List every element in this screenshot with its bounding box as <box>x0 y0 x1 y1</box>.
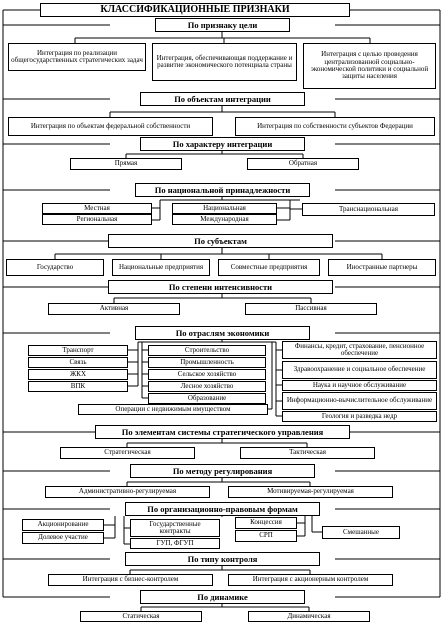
node-goal-strategic: Интеграция по реализации общегосударственных стратегических задач <box>8 43 146 71</box>
node-psa: СРП <box>235 530 297 542</box>
node-subject-property: Интеграция по собственности субъектов Федерации <box>235 117 435 136</box>
header-intensity: По степени интенсивности <box>108 280 333 294</box>
node-transnational: Транснациональная <box>302 203 435 216</box>
header-regulation: По методу регулирования <box>130 464 315 478</box>
node-concession: Концессия <box>235 517 297 529</box>
header-dynamics: По динамике <box>140 590 305 604</box>
node-strategic: Стратегическая <box>60 447 195 459</box>
header-strategic-management: По элементам системы стратегического управления <box>95 425 350 439</box>
node-corporatization: Акционирование <box>22 519 104 531</box>
node-motivated: Мотивируемая-регулируемая <box>228 486 393 498</box>
header-control-type: По типу контроля <box>125 552 320 566</box>
header-subjects: По субъектам <box>108 234 333 248</box>
node-geology: Геология и разведка недр <box>282 411 437 422</box>
node-passive: Пассивная <box>245 303 377 315</box>
node-state-contracts: Государственные контракты <box>130 519 220 537</box>
node-joint-ventures: Совместные предприятия <box>218 259 320 276</box>
node-real-estate: Операции с недвижимым имуществом <box>78 404 268 415</box>
node-reverse: Обратная <box>247 158 359 170</box>
node-agriculture: Сельское хозяйство <box>148 369 266 380</box>
node-federal-property: Интеграция по объектам федеральной собственности <box>8 117 213 136</box>
node-static: Статическая <box>80 611 202 622</box>
node-administrative: Административно-регулируемая <box>45 486 210 498</box>
node-finance: Финансы, кредит, страхование, пенсионное обеспечение <box>282 341 437 359</box>
node-transport: Транспорт <box>28 345 128 356</box>
header-nationality: По национальной принадлежности <box>135 183 310 197</box>
node-national-enterprises: Национальные предприятия <box>112 259 210 276</box>
header-character: По характеру интеграции <box>140 137 305 151</box>
node-foreign-partners: Иностранные партнеры <box>328 259 436 276</box>
node-housing: ЖКХ <box>28 369 128 380</box>
node-local: Местная <box>42 203 152 214</box>
node-education: Образование <box>148 393 266 404</box>
node-defense: ВПК <box>28 381 128 392</box>
node-communication: Связь <box>28 357 128 368</box>
node-healthcare: Здравоохранение и социальное обеспечение <box>282 361 437 379</box>
node-forestry: Лесное хозяйство <box>148 381 266 392</box>
node-science: Наука и научное обслуживание <box>282 380 437 391</box>
node-it-services: Информационно-вычислительное обслуживание <box>282 392 437 410</box>
node-dynamic: Динамическая <box>248 611 370 622</box>
node-regional: Региональная <box>42 214 152 225</box>
node-business-control: Интеграция с бизнес-контролем <box>48 574 213 586</box>
node-goal-social: Интеграция с целью проведения централизованной социально-экономической политики и социальной защиты населения <box>303 43 436 89</box>
node-direct: Прямая <box>70 158 182 170</box>
node-international: Международная <box>172 214 277 225</box>
header-legal-forms: По организационно-правовым формам <box>125 502 320 516</box>
node-state-unitary: ГУП, ФГУП <box>130 538 220 549</box>
node-shareholder-control: Интеграция с акционерным контролем <box>228 574 393 586</box>
header-industries: По отраслям экономики <box>135 326 310 340</box>
header-objects: По объектам интеграции <box>140 92 305 106</box>
node-tactical: Тактическая <box>240 447 375 459</box>
node-goal-economic: Интеграция, обеспечивающая поддержание и развитие экономического потенциала страны <box>152 43 297 81</box>
node-mixed: Смешанные <box>322 526 400 539</box>
node-active: Активная <box>48 303 180 315</box>
diagram-title: КЛАССИФИКАЦИОННЫЕ ПРИЗНАКИ <box>40 3 350 17</box>
node-national: Национальная <box>172 203 277 214</box>
node-state: Государство <box>6 259 104 276</box>
node-equity-participation: Долевое участие <box>22 532 104 544</box>
header-goal: По признаку цели <box>155 18 290 32</box>
node-industry: Промышленность <box>148 357 266 368</box>
node-construction: Строительство <box>148 345 266 356</box>
